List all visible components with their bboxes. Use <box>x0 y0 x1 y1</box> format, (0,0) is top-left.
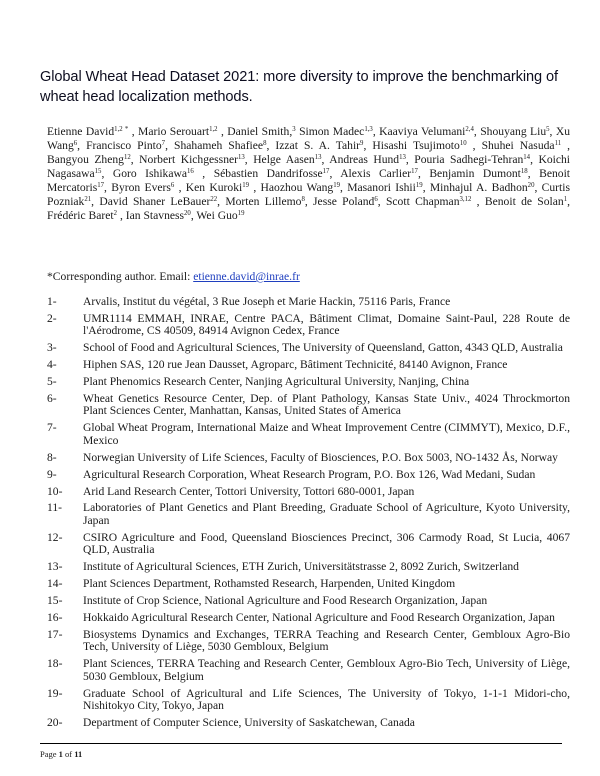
author-separator: , <box>217 125 228 138</box>
affiliation-number: 17- <box>47 627 63 641</box>
affiliation-number: 7- <box>47 421 57 435</box>
affiliation-text: CSIRO Agriculture and Food, Queensland Biosciences Precinct, 306 Carmody Road, St Lucia, 4067 QLD, Australia <box>83 530 570 557</box>
author-name: Ken Kuroki <box>185 181 243 194</box>
affiliation-number: 11- <box>47 501 63 515</box>
author-name: Benjamin Dumont <box>429 167 521 180</box>
author-entry <box>299 125 379 138</box>
affiliation-number: 3- <box>47 341 57 355</box>
author-name: Mario Serouart <box>138 125 210 138</box>
author-name: Alexis Carlier <box>340 167 412 180</box>
author-affiliation-marker: 8 <box>263 140 267 147</box>
affiliation-text: Arvalis, Institut du végétal, 3 Rue Joseph et Marie Hackin, 75116 Paris, France <box>83 295 451 308</box>
affiliation-item <box>47 452 570 465</box>
affiliation-number: 6- <box>47 391 57 405</box>
author-name: Shahameh Shafiee <box>174 139 264 152</box>
author-name: Frédéric Baret <box>47 209 114 222</box>
author-name: Kaaviya Velumani <box>379 125 466 138</box>
author-separator: , <box>534 181 542 194</box>
author-affiliation-marker: 1,3 <box>364 126 373 133</box>
affiliation-item <box>47 629 570 654</box>
affiliation-number: 20- <box>47 715 63 729</box>
author-separator: , <box>128 125 139 138</box>
affiliation-text: Plant Sciences Department, Rothamsted Research, Harpenden, United Kingdom <box>83 577 456 591</box>
affiliation-item <box>47 532 570 557</box>
affiliation-text: Department of Computer Science, University of Saskatchewan, Canada <box>83 715 415 729</box>
author-name: Haozhou Wang <box>260 181 334 194</box>
author-entry <box>47 125 138 138</box>
author-affiliation-marker: 5 <box>546 126 550 133</box>
author-name: Goro Ishikawa <box>112 167 187 180</box>
corresponding-label: *Corresponding author. Email: <box>47 270 194 283</box>
author-separator: , <box>466 139 482 152</box>
author-affiliation-marker: 19 <box>415 182 423 189</box>
affiliation-item <box>47 359 570 372</box>
affiliation-number: 10- <box>47 484 63 498</box>
author-affiliation-marker: 13 <box>238 154 245 161</box>
author-name: Masanori Ishii <box>347 181 416 194</box>
author-separator: , <box>561 139 571 152</box>
footer-total-pages: 11 <box>74 749 83 759</box>
affiliation-item <box>47 658 570 683</box>
affiliation-item <box>47 717 570 730</box>
author-name: Sébastien Dandrifosse <box>213 167 323 180</box>
author-affiliation-marker: 19 <box>333 182 340 189</box>
author-name: Koichi Nagasawa <box>47 153 571 180</box>
author-entry <box>480 125 556 138</box>
affiliation-text: Hiphen SAS, 120 rue Jean Dausset, Agroparc, Bâtiment Technicité, 84140 Avignon, France <box>83 358 508 372</box>
author-name: Etienne David <box>47 125 115 138</box>
author-affiliation-marker: 2 <box>113 210 118 217</box>
author-affiliation-marker: 15 <box>94 168 102 175</box>
author-entry <box>347 181 430 194</box>
author-name: Scott Chapman <box>385 195 460 208</box>
author-name: Norbert Kichgessner <box>139 153 238 166</box>
author-entry <box>126 209 197 222</box>
author-separator: , <box>249 181 261 194</box>
affiliation-text: Graduate School of Agricultural and Life Sciences, The University of Tokyo, 1-1-1 Midori-cho, Nishitokyo City, Tokyo, Japan <box>83 686 570 713</box>
author-separator: , <box>527 167 540 180</box>
author-name: Curtis Pozniak <box>47 181 571 208</box>
author-entry <box>111 181 181 194</box>
affiliation-item <box>47 393 570 418</box>
affiliation-text: Agricultural Research Corporation, Wheat Research Program, P.O. Box 126, Wad Medani, Sudan <box>83 467 536 481</box>
author-separator: , <box>104 181 112 194</box>
author-separator: , <box>329 167 341 180</box>
author-separator: , <box>417 167 430 180</box>
author-separator: , <box>244 153 254 166</box>
page-footer <box>40 749 82 759</box>
affiliation-item <box>47 313 570 338</box>
author-separator: , <box>377 195 386 208</box>
author-separator: , <box>217 195 226 208</box>
footer-of: of <box>62 749 75 759</box>
affiliation-item <box>47 422 570 447</box>
author-entry <box>47 209 123 222</box>
author-name: Byron Evers <box>111 181 171 194</box>
author-affiliation-marker: 1 <box>563 196 568 203</box>
author-name: Shuhei Nasuda <box>481 139 555 152</box>
author-entry <box>386 195 485 208</box>
author-separator: , <box>405 153 415 166</box>
affiliation-number: 16- <box>47 610 63 624</box>
affiliation-number: 12- <box>47 530 63 544</box>
author-affiliation-marker: 17 <box>97 182 105 189</box>
author-affiliation-marker: 3 <box>292 126 296 133</box>
affiliation-list <box>47 296 570 734</box>
author-affiliation-marker: 9 <box>360 140 364 147</box>
author-separator: , <box>321 153 330 166</box>
affiliation-number: 4- <box>47 358 57 372</box>
author-entry <box>313 195 386 208</box>
corresponding-author <box>47 270 567 284</box>
footer-rule <box>40 743 562 744</box>
affiliation-text: Plant Sciences, TERRA Teaching and Research Center, Gembloux Agro-Bio Tech, University of Liège, 5030 Gembloux, Belgium <box>83 657 570 683</box>
author-entry <box>372 139 481 152</box>
author-affiliation-marker: 8 <box>301 196 305 203</box>
affiliation-item <box>47 502 570 527</box>
author-affiliation-marker: 3,12 <box>459 196 472 203</box>
author-entry <box>186 181 261 194</box>
author-affiliation-marker: 1,2 <box>209 126 218 133</box>
author-affiliation-marker: 21 <box>84 196 92 203</box>
affiliation-item <box>47 376 570 389</box>
author-affiliation-marker: 18 <box>520 168 528 175</box>
footer-prefix: Page <box>40 749 59 759</box>
author-entry <box>379 125 480 138</box>
author-name: Benoit Mercatoris <box>47 167 571 194</box>
corresponding-email-link[interactable]: etienne.david@inrae.fr <box>193 270 300 283</box>
author-separator: , <box>165 139 174 152</box>
author-name: Izzat S. A. Tahir <box>275 139 361 152</box>
affiliation-text: Global Wheat Program, International Maize and Wheat Improvement Centre (CIMMYT), Mexico, D.F., Mexico <box>83 421 570 447</box>
author-affiliation-marker: 19 <box>237 210 245 217</box>
author-separator: , <box>549 125 556 138</box>
author-separator: , <box>193 167 214 180</box>
affiliation-item <box>47 296 570 309</box>
author-entry <box>340 167 429 180</box>
affiliation-item <box>47 486 570 499</box>
author-affiliation-marker: 19 <box>242 182 250 189</box>
author-entry <box>113 167 214 180</box>
author-separator: , <box>101 167 113 180</box>
affiliation-text: Arid Land Research Center, Tottori University, Tottori 680-0001, Japan <box>83 484 415 498</box>
author-name: Jesse Poland <box>313 195 375 208</box>
affiliation-text: Biosystems Dynamics and Exchanges, TERRA Teaching and Research Center, Gembloux Agro-Bio Tech, University of Liège, 5030 Gembloux, Belgium <box>83 627 570 654</box>
author-list <box>47 125 570 223</box>
author-entry <box>99 195 225 208</box>
affiliation-text: Laboratories of Plant Genetics and Plant Breeding, Graduate School of Agriculture, Kyoto University, Japan <box>83 501 570 527</box>
author-affiliation-marker: 11 <box>554 140 562 147</box>
author-entry <box>86 139 174 152</box>
author-affiliation-marker: 6 <box>73 140 78 147</box>
author-name: Francisco Pinto <box>86 139 162 152</box>
author-separator: , <box>530 153 539 166</box>
affiliation-number: 13- <box>47 560 63 574</box>
author-entry <box>329 153 414 166</box>
author-separator: , <box>372 125 380 138</box>
author-entry <box>482 139 570 152</box>
author-affiliation-marker: 13 <box>314 154 322 161</box>
affiliation-number: 19- <box>47 686 63 700</box>
author-separator: , <box>77 139 87 152</box>
paper-title: Global Wheat Head Dataset 2021: more diversity to improve the benchmarking of wheat head localization methods. <box>40 69 558 105</box>
author-separator: , <box>567 195 571 208</box>
author-separator: , <box>473 125 481 138</box>
affiliation-number: 8- <box>47 450 57 464</box>
author-separator: , <box>174 181 182 194</box>
author-entry <box>47 153 139 166</box>
author-affiliation-marker: 16 <box>187 168 194 175</box>
affiliation-item <box>47 469 570 482</box>
affiliation-text: Hokkaido Agricultural Research Center, National Agriculture and Food Research Organization, Japan <box>83 610 555 624</box>
affiliation-item <box>47 595 570 608</box>
affiliation-number: 5- <box>47 375 57 389</box>
author-name: Morten Lillemo <box>225 195 302 208</box>
author-entry <box>225 195 313 208</box>
author-separator: , <box>190 209 197 222</box>
author-separator: , <box>471 195 485 208</box>
affiliation-item <box>47 342 570 355</box>
affiliation-number: 2- <box>47 311 57 325</box>
affiliation-number: 15- <box>47 593 63 607</box>
author-affiliation-marker: 14 <box>523 154 531 161</box>
author-name: Andreas Hund <box>329 153 400 166</box>
author-affiliation-marker: 17 <box>322 168 330 175</box>
author-affiliation-marker: 17 <box>411 168 418 175</box>
author-affiliation-marker: 1,2 * <box>114 126 129 133</box>
author-entry <box>214 167 341 180</box>
author-name: Wei Guo <box>196 209 238 222</box>
author-affiliation-marker: 20 <box>184 210 191 217</box>
affiliation-number: 9- <box>47 467 57 481</box>
author-separator: , <box>91 195 100 208</box>
author-affiliation-marker: 22 <box>210 196 218 203</box>
author-name: Bangyou Zheng <box>47 153 124 166</box>
author-entry <box>430 181 542 194</box>
affiliation-item <box>47 612 570 625</box>
author-name: David Shaner LeBauer <box>99 195 211 208</box>
affiliation-item <box>47 578 570 591</box>
author-name: Minhajul A. Badhon <box>429 181 528 194</box>
author-name: Pouria Sadhegi-Tehran <box>414 153 524 166</box>
affiliation-number: 1- <box>47 295 57 308</box>
author-affiliation-marker: 2,4 <box>465 126 474 133</box>
affiliation-item <box>47 561 570 574</box>
affiliation-text: Plant Phenomics Research Center, Nanjing Agricultural University, Nanjing, China <box>83 375 470 389</box>
author-name: Simon Madec <box>299 125 365 138</box>
author-name: Benoit de Solan <box>484 195 564 208</box>
affiliation-text: UMR1114 EMMAH, INRAE, Centre PACA, Bâtiment Climat, Domaine Saint-Paul, 228 Route de l'Aérodrome, CS 40509, 84914 Avignon Cedex, France <box>83 311 570 338</box>
author-name: Daniel Smith, <box>227 125 293 138</box>
author-separator: , <box>266 139 276 152</box>
author-affiliation-marker: 6 <box>170 182 175 189</box>
affiliation-text: Norwegian University of Life Sciences, Faculty of Biosciences, P.O. Box 5003, NO-1432 Ås, Norway <box>83 450 558 464</box>
author-separator: , <box>304 195 314 208</box>
author-entry <box>174 139 275 152</box>
author-affiliation-marker: 12 <box>123 154 131 161</box>
author-entry <box>414 153 538 166</box>
author-name: Xu Wang <box>47 125 571 152</box>
affiliation-number: 18- <box>47 657 63 671</box>
author-affiliation-marker: 7 <box>161 140 166 147</box>
affiliation-text: Institute of Agricultural Sciences, ETH Zurich, Universitätstrasse 2, 8092 Zurich, Switzerland <box>83 560 519 574</box>
author-entry <box>138 125 227 138</box>
author-entry <box>429 167 539 180</box>
author-entry <box>275 139 372 152</box>
footer-page-number: 1 <box>58 749 63 759</box>
author-entry <box>196 209 244 222</box>
author-name: Hisashi Tsujimoto <box>372 139 460 152</box>
author-affiliation-marker: 13 <box>399 154 406 161</box>
author-entry <box>253 153 329 166</box>
author-separator: , <box>340 181 348 194</box>
affiliation-text: School of Food and Agricultural Sciences, The University of Queensland, Gatton, 4343 QLD, Australia <box>83 341 563 355</box>
author-entry <box>261 181 348 194</box>
author-entry <box>227 125 299 138</box>
affiliation-number: 14- <box>47 577 63 591</box>
author-name: Shouyang Liu <box>480 125 547 138</box>
affiliation-text: Wheat Genetics Resource Center, Dep. of Plant Pathology, Kansas State Univ., 4024 Throckmorton Plant Sciences Center, Manhattan, Kansas, United States of America <box>83 391 570 418</box>
author-affiliation-marker: 20 <box>527 182 535 189</box>
author-separator: , <box>130 153 140 166</box>
affiliation-text: Institute of Crop Science, National Agriculture and Food Research Organization, Japan <box>83 593 488 607</box>
author-separator: , <box>422 181 430 194</box>
affiliation-item <box>47 688 570 713</box>
author-entry <box>139 153 253 166</box>
author-name: Ian Stavness <box>125 209 185 222</box>
author-affiliation-marker: 6 <box>374 196 378 203</box>
author-entry <box>485 195 570 208</box>
author-separator: , <box>363 139 373 152</box>
author-name: Helge Aasen <box>253 153 315 166</box>
author-affiliation-marker: 10 <box>459 140 467 147</box>
author-separator: , <box>117 209 123 222</box>
